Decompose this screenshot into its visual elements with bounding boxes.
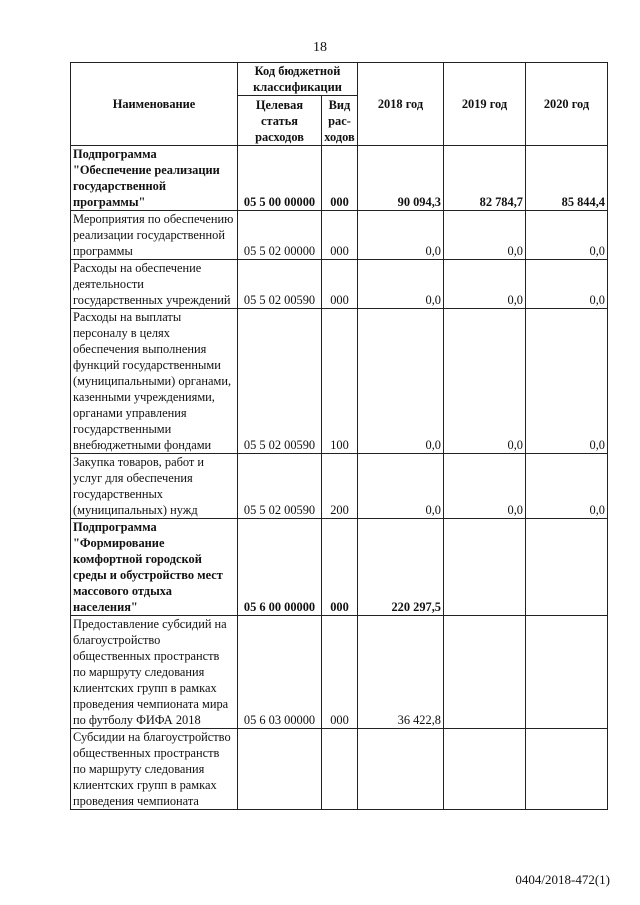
- row-name: Подпрограмма "Обеспечение реализации государственной программы": [71, 146, 238, 211]
- header-2018: 2018 год: [358, 63, 444, 146]
- row-target-code: 05 6 00 00000: [238, 519, 322, 616]
- table-row: [71, 146, 608, 211]
- row-value-2019: 0,0: [444, 309, 526, 454]
- row-value-2018: 220 297,5: [358, 519, 444, 616]
- row-target-code: 05 5 00 00000: [238, 146, 322, 211]
- header-code-group: Код бюджетной классификации: [238, 63, 358, 96]
- row-name: Расходы на выплаты персоналу в целях обеспечения выполнения функций государственными (муниципальными) органами, казенными учреждениями, органами управления государственными внебюджетными фондами: [71, 309, 238, 454]
- row-target-code: 05 5 02 00590: [238, 454, 322, 519]
- row-value-2018: [358, 729, 444, 810]
- row-expense-kind: 000: [322, 616, 358, 729]
- header-name: Наименование: [71, 63, 238, 146]
- header-expense-kind: Вид рас-ходов: [322, 96, 358, 146]
- row-name: Мероприятия по обеспечению реализации государственной программы: [71, 211, 238, 260]
- row-value-2020: [526, 729, 608, 810]
- row-name: Расходы на обеспечение деятельности государственных учреждений: [71, 260, 238, 309]
- row-name: Предоставление субсидий на благоустройство общественных пространств по маршруту следования клиентских групп в рамках проведения чемпионата мира по футболу ФИФА 2018: [71, 616, 238, 729]
- row-target-code: 05 5 02 00590: [238, 309, 322, 454]
- table-row: [71, 454, 608, 519]
- row-target-code: 05 5 02 00590: [238, 260, 322, 309]
- row-value-2018: 0,0: [358, 454, 444, 519]
- row-value-2020: [526, 616, 608, 729]
- row-target-code: 05 6 03 00000: [238, 616, 322, 729]
- row-value-2019: 0,0: [444, 211, 526, 260]
- row-value-2018: 90 094,3: [358, 146, 444, 211]
- row-value-2019: 0,0: [444, 454, 526, 519]
- row-target-code: 05 5 02 00000: [238, 211, 322, 260]
- row-expense-kind: 000: [322, 519, 358, 616]
- table-row: [71, 729, 608, 810]
- page-number: 18: [313, 40, 327, 55]
- row-value-2020: 0,0: [526, 454, 608, 519]
- document-code: 0404/2018-472(1): [515, 872, 610, 887]
- table-row: [71, 309, 608, 454]
- row-value-2019: 82 784,7: [444, 146, 526, 211]
- row-value-2019: [444, 519, 526, 616]
- row-value-2018: 36 422,8: [358, 616, 444, 729]
- row-expense-kind: 000: [322, 211, 358, 260]
- row-name: Подпрограмма "Формирование комфортной городской среды и обустройство мест массового отдыха населения": [71, 519, 238, 616]
- table-row: [71, 616, 608, 729]
- row-value-2018: 0,0: [358, 211, 444, 260]
- row-value-2019: 0,0: [444, 260, 526, 309]
- row-value-2020: 0,0: [526, 309, 608, 454]
- row-target-code: [238, 729, 322, 810]
- row-value-2018: 0,0: [358, 309, 444, 454]
- header-2019: 2019 год: [444, 63, 526, 146]
- row-value-2020: [526, 519, 608, 616]
- budget-table: [70, 62, 608, 810]
- row-value-2018: 0,0: [358, 260, 444, 309]
- row-expense-kind: 100: [322, 309, 358, 454]
- row-expense-kind: 000: [322, 146, 358, 211]
- header-2020: 2020 год: [526, 63, 608, 146]
- row-expense-kind: [322, 729, 358, 810]
- header-target-article: Целевая статья расходов: [238, 96, 322, 146]
- row-name: Субсидии на благоустройство общественных пространств по маршруту следования клиентских групп в рамках проведения чемпионата: [71, 729, 238, 810]
- row-value-2020: 85 844,4: [526, 146, 608, 211]
- table-row: [71, 211, 608, 260]
- row-expense-kind: 000: [322, 260, 358, 309]
- row-value-2019: [444, 729, 526, 810]
- row-value-2019: [444, 616, 526, 729]
- row-name: Закупка товаров, работ и услуг для обеспечения государственных (муниципальных) нужд: [71, 454, 238, 519]
- table-row: [71, 260, 608, 309]
- row-value-2020: 0,0: [526, 260, 608, 309]
- row-expense-kind: 200: [322, 454, 358, 519]
- table-row: [71, 519, 608, 616]
- row-value-2020: 0,0: [526, 211, 608, 260]
